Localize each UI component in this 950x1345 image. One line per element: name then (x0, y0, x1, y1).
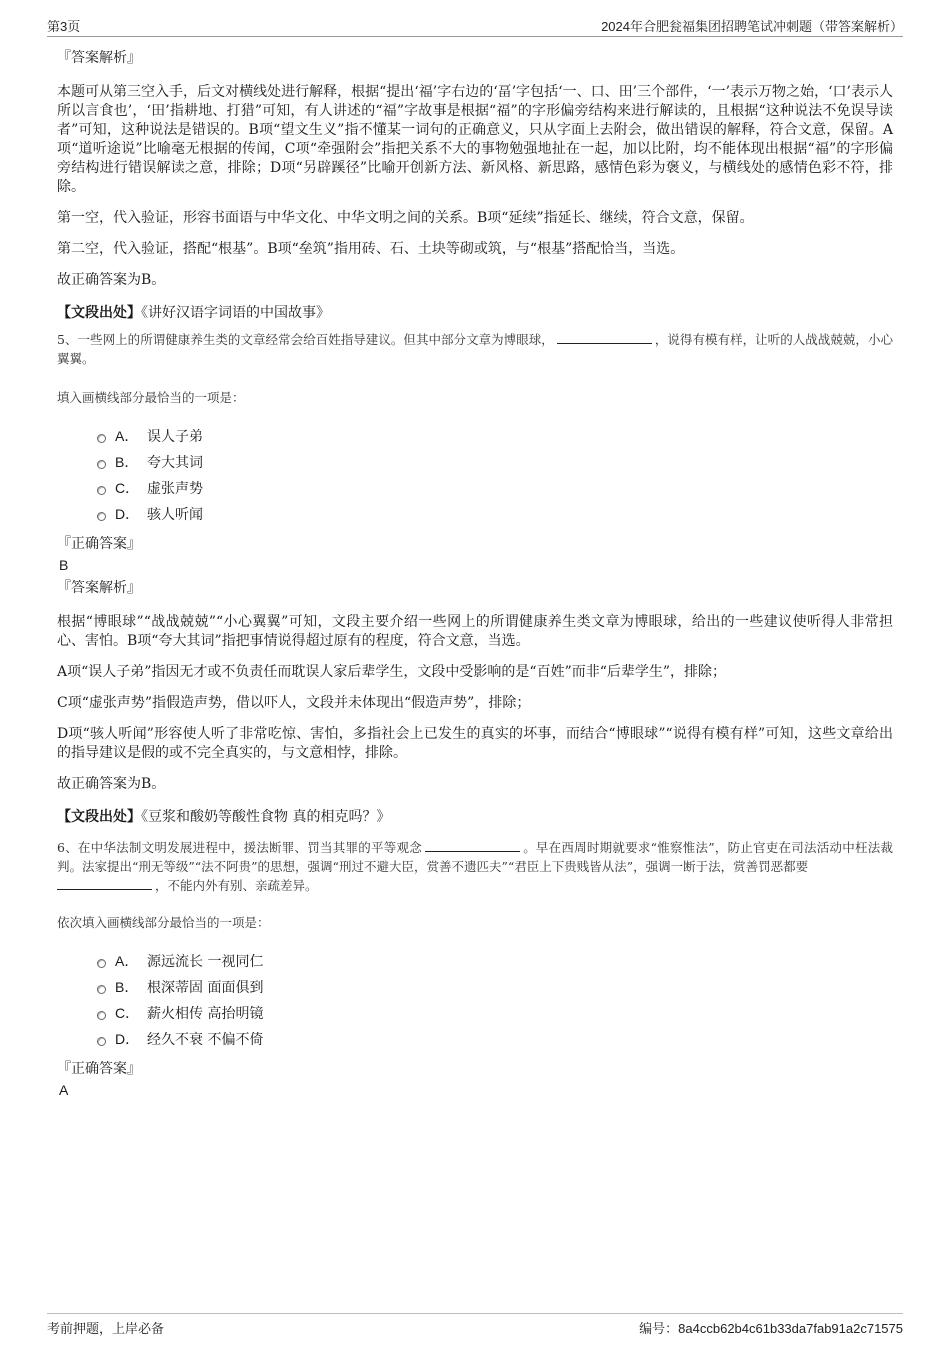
stem-text: 5、一些网上的所谓健康养生类的文章经常会给百姓指导建议。但其中部分文章为博眼球， (57, 332, 554, 347)
question-instruction: 依次填入画横线部分最恰当的一项是： (57, 915, 270, 930)
document-title: 2024年合肥瓮福集团招聘笔试冲刺题（带答案解析） (601, 19, 903, 34)
answer-blank (557, 331, 652, 344)
option-c[interactable]: C． 虚张声势 (97, 475, 893, 501)
radio-icon[interactable] (97, 460, 106, 469)
option-a[interactable]: A． 源远流长 一视同仁 (97, 948, 893, 974)
source-label: 【文段出处】 (57, 305, 141, 321)
page-header (47, 16, 903, 37)
source-citation (57, 806, 893, 828)
analysis-paragraph: 故正确答案为B。 (57, 776, 166, 792)
analysis-paragraph: C项“虚张声势”指假造声势，借以吓人，文段并未体现出“假造声势”，排除； (57, 695, 531, 711)
analysis-paragraph: D项“骇人听闻”形容使人听了非常吃惊、害怕，多指社会上已发生的真实的坏事，而结合“博眼球”“说得有模有样”可知，这些文章给出的指导建议是假的或不完全真实的，与文意相悖，排除。 (57, 726, 893, 761)
correct-answer: A (59, 1082, 69, 1098)
option-list (97, 948, 893, 1052)
footer-slogan: 考前押题，上岸必备 (47, 1322, 165, 1337)
document-code: 编号：8a4ccb62b4c61b33da7fab91a2c71575 (639, 1321, 903, 1337)
option-d[interactable]: D． 骇人听闻 (97, 501, 893, 527)
radio-icon[interactable] (97, 959, 106, 968)
radio-icon[interactable] (97, 512, 106, 521)
correct-answer-label: 『正确答案』 (57, 536, 141, 552)
option-a[interactable]: A． 误人子弟 (97, 423, 893, 449)
radio-icon[interactable] (97, 486, 106, 495)
option-d[interactable]: D． 经久不衰 不偏不倚 (97, 1026, 893, 1052)
analysis-paragraph: 第一空，代入验证，形容书面语与中华文化、中华文明之间的关系。B项“延续”指延长、继续，符合文意，保留。 (57, 210, 754, 226)
question-instruction: 填入画横线部分最恰当的一项是： (57, 390, 245, 405)
analysis-paragraph: 故正确答案为B。 (57, 272, 166, 288)
stem-text: ，说得有模有样，让听的人战战兢兢，小心翼翼。 (57, 332, 893, 366)
stem-text: ，不能内外有别、亲疏差异。 (155, 878, 318, 893)
page-footer (47, 1313, 903, 1336)
analysis-paragraph: 本题可从第三空入手，后文对横线处进行解释，根据“提出‘福’字右边的‘畐’字包括‘一、口、田’三个部件，‘一’表示万物之始，‘口’表示人所以言食也’，‘田’指耕地、打猎”可知，有人讲述的“福”字故事是根据“福”的字形偏旁结构来进行解读的，且根据“这种说法不免误导读者”可知，这种说法是错误的。B项“望文生义”指不懂某一词句的正确意义，只从字面上去附会，做出错误的解释，符合文意，保留。A项“道听途说”比喻毫无根据的传闻，C项“牵强附会”指把关系不大的事物勉强地扯在一起，加以比附，均不能体现出根据“福”的字形偏旁结构进行错误解读之意，排除；D项“另辟蹊径”比喻开创新方法、新风格、新思路，感情色彩为褒义，与横线处的感情色彩不符，排除。 (57, 84, 893, 195)
correct-answer-label: 『正确答案』 (57, 1061, 141, 1077)
source-label: 【文段出处】 (57, 809, 141, 825)
correct-answer: B (59, 557, 69, 573)
question-stem (57, 838, 893, 895)
page-number: 第3页 (47, 19, 81, 34)
document-body (57, 47, 893, 1100)
radio-icon[interactable] (97, 985, 106, 994)
radio-icon[interactable] (97, 1037, 106, 1046)
option-c[interactable]: C． 薪火相传 高抬明镜 (97, 1000, 893, 1026)
option-b[interactable]: B． 夸大其词 (97, 449, 893, 475)
radio-icon[interactable] (97, 1011, 106, 1020)
option-b[interactable]: B． 根深蒂固 面面俱到 (97, 974, 893, 1000)
analysis-label: 『答案解析』 (57, 50, 141, 66)
source-text: 《豆浆和酸奶等酸性食物 真的相克吗？》 (141, 809, 391, 825)
stem-text: 6、在中华法制文明发展进程中，援法断罪、罚当其罪的平等观念 (57, 840, 422, 855)
radio-icon[interactable] (97, 434, 106, 443)
question-stem (57, 330, 893, 368)
answer-blank (425, 839, 520, 852)
analysis-paragraph: A项“误人子弟”指因无才或不负责任而耽误人家后辈学生，文段中受影响的是“百姓”而非“后辈学生”，排除； (57, 664, 727, 680)
answer-blank (57, 877, 152, 890)
analysis-paragraph: 根据“博眼球”“战战兢兢”“小心翼翼”可知，文段主要介绍一些网上的所谓健康养生类文章为博眼球，给出的一些建议使听得人非常担心、害怕。B项“夸大其词”指把事情说得超过原有的程度，符合文意，当选。 (57, 614, 893, 649)
option-list (97, 423, 893, 527)
analysis-paragraph: 第二空，代入验证，搭配“根基”。B项“垒筑”指用砖、石、土块等砌或筑，与“根基”搭配恰当，当选。 (57, 241, 685, 257)
stem-text: 。早在西周时期就要求“惟察惟法”，防止官吏在司法活动中枉法裁判。法家提出“刑无等级”“法不阿贵”的思想，强调“刑过不避大臣，赏善不遗匹夫”“君臣上下贵贱皆从法”，强调一断于法，赏善罚恶都要 (57, 840, 893, 874)
source-citation (57, 302, 893, 324)
analysis-label: 『答案解析』 (57, 580, 141, 596)
source-text: 《讲好汉语字词语的中国故事》 (141, 305, 330, 321)
